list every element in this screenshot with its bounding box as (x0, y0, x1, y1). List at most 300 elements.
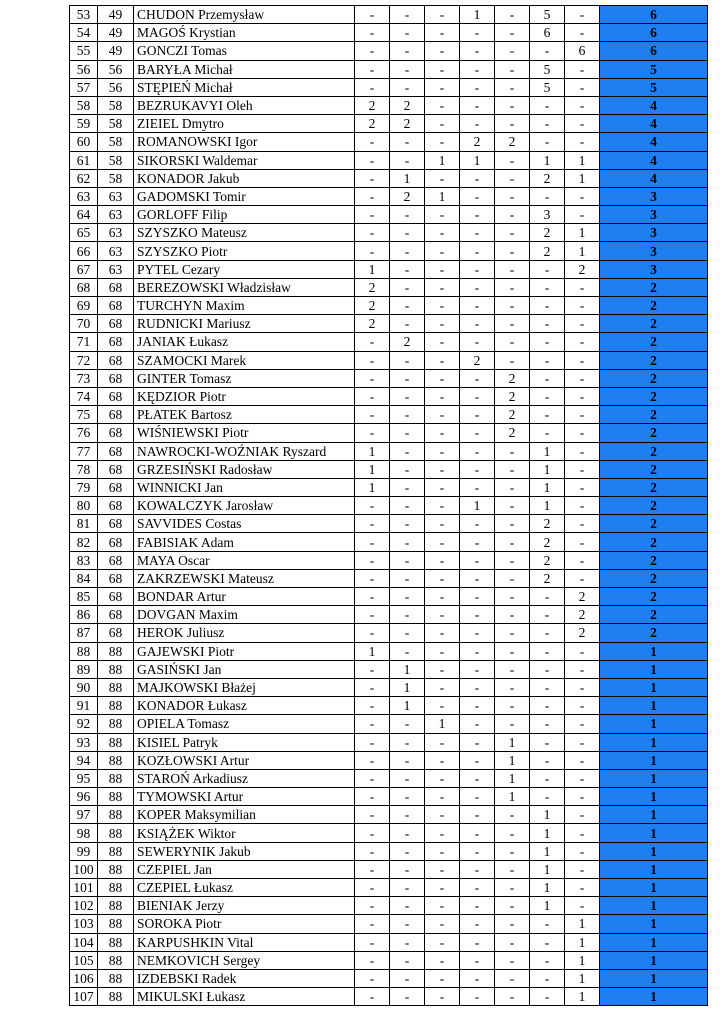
score-cell: - (565, 460, 600, 478)
player-name-cell: MAJKOWSKI Błażej (134, 678, 355, 696)
total-cell: 1 (600, 642, 708, 660)
score-cell: - (495, 606, 530, 624)
table-row (70, 442, 708, 460)
table-row (70, 60, 708, 78)
total-cell: 2 (600, 387, 708, 405)
score-cell: - (495, 897, 530, 915)
score-cell: - (495, 278, 530, 296)
table-row (70, 788, 708, 806)
score-cell: 6 (565, 42, 600, 60)
score-cell: - (425, 224, 460, 242)
score-cell: 1 (495, 751, 530, 769)
score-cell: - (460, 969, 495, 987)
score-cell: - (390, 460, 425, 478)
score-cell: - (565, 533, 600, 551)
score-cell: 1 (565, 224, 600, 242)
place-cell: 88 (98, 915, 134, 933)
score-cell: - (390, 624, 425, 642)
player-name-cell: STĘPIEŃ Michał (134, 78, 355, 96)
total-cell: 3 (600, 260, 708, 278)
score-cell: - (565, 715, 600, 733)
score-cell: 2 (355, 297, 390, 315)
score-cell: - (495, 78, 530, 96)
place-cell: 88 (98, 933, 134, 951)
score-cell: - (425, 915, 460, 933)
score-cell: - (460, 588, 495, 606)
score-cell: 2 (530, 515, 565, 533)
player-name-cell: MAYA Oscar (134, 551, 355, 569)
score-cell: 2 (460, 351, 495, 369)
score-cell: 1 (495, 769, 530, 787)
score-cell: - (565, 187, 600, 205)
score-cell: - (565, 515, 600, 533)
score-cell: - (565, 206, 600, 224)
place-cell: 68 (98, 333, 134, 351)
score-cell: - (425, 351, 460, 369)
score-cell: 1 (530, 478, 565, 496)
score-cell: - (425, 60, 460, 78)
score-cell: - (355, 624, 390, 642)
table-row (70, 933, 708, 951)
score-cell: - (355, 588, 390, 606)
position-cell: 67 (70, 260, 98, 278)
score-cell: - (425, 460, 460, 478)
score-cell: - (425, 733, 460, 751)
score-cell: - (390, 260, 425, 278)
score-cell: - (495, 624, 530, 642)
player-name-cell: GORLOFF Filip (134, 206, 355, 224)
position-cell: 68 (70, 278, 98, 296)
position-cell: 105 (70, 951, 98, 969)
score-cell: - (460, 242, 495, 260)
table-row (70, 860, 708, 878)
score-cell: - (460, 624, 495, 642)
place-cell: 68 (98, 424, 134, 442)
position-cell: 102 (70, 897, 98, 915)
score-cell: - (425, 78, 460, 96)
score-cell: - (355, 897, 390, 915)
position-cell: 100 (70, 860, 98, 878)
total-cell: 2 (600, 588, 708, 606)
player-name-cell: CZEPIEL Jan (134, 860, 355, 878)
position-cell: 91 (70, 697, 98, 715)
score-cell: - (355, 969, 390, 987)
score-cell: 5 (530, 60, 565, 78)
score-cell: - (460, 642, 495, 660)
score-cell: - (495, 988, 530, 1006)
score-cell: - (390, 242, 425, 260)
table-row (70, 879, 708, 897)
score-cell: - (565, 133, 600, 151)
score-cell: 2 (530, 169, 565, 187)
score-cell: - (390, 351, 425, 369)
place-cell: 88 (98, 788, 134, 806)
table-row (70, 242, 708, 260)
player-name-cell: KONADOR Jakub (134, 169, 355, 187)
place-cell: 88 (98, 879, 134, 897)
score-cell: 1 (355, 442, 390, 460)
table-row (70, 733, 708, 751)
total-cell: 3 (600, 187, 708, 205)
score-cell: - (390, 369, 425, 387)
player-name-cell: BONDAR Artur (134, 588, 355, 606)
score-cell: - (495, 697, 530, 715)
score-cell: - (390, 406, 425, 424)
score-cell: - (355, 133, 390, 151)
score-cell: - (495, 660, 530, 678)
score-cell: - (530, 115, 565, 133)
player-name-cell: GADOMSKI Tomir (134, 187, 355, 205)
place-cell: 68 (98, 442, 134, 460)
score-cell: 1 (530, 879, 565, 897)
place-cell: 68 (98, 351, 134, 369)
position-cell: 101 (70, 879, 98, 897)
score-cell: 1 (565, 988, 600, 1006)
score-cell: - (460, 115, 495, 133)
score-cell: - (530, 278, 565, 296)
score-cell: - (460, 751, 495, 769)
place-cell: 63 (98, 260, 134, 278)
score-cell: - (460, 96, 495, 114)
table-row (70, 715, 708, 733)
score-cell: - (530, 42, 565, 60)
score-cell: - (355, 715, 390, 733)
table-row (70, 769, 708, 787)
score-cell: - (495, 588, 530, 606)
player-name-cell: SZAMOCKI Marek (134, 351, 355, 369)
table-row (70, 660, 708, 678)
place-cell: 63 (98, 224, 134, 242)
position-cell: 85 (70, 588, 98, 606)
total-cell: 2 (600, 297, 708, 315)
position-cell: 90 (70, 678, 98, 696)
score-cell: - (390, 24, 425, 42)
score-cell: - (390, 151, 425, 169)
score-cell: - (355, 515, 390, 533)
player-name-cell: BEZRUKAVYI Oleh (134, 96, 355, 114)
score-cell: - (460, 460, 495, 478)
score-cell: - (530, 678, 565, 696)
score-cell: - (390, 642, 425, 660)
total-cell: 2 (600, 460, 708, 478)
score-cell: - (425, 660, 460, 678)
position-cell: 61 (70, 151, 98, 169)
place-cell: 88 (98, 897, 134, 915)
score-cell: - (530, 988, 565, 1006)
total-cell: 2 (600, 497, 708, 515)
player-name-cell: HEROK Juliusz (134, 624, 355, 642)
score-cell: - (355, 660, 390, 678)
score-cell: - (425, 969, 460, 987)
score-cell: - (355, 824, 390, 842)
score-cell: 1 (460, 6, 495, 24)
score-cell: - (530, 715, 565, 733)
position-cell: 95 (70, 769, 98, 787)
total-cell: 1 (600, 697, 708, 715)
score-cell: - (425, 260, 460, 278)
position-cell: 81 (70, 515, 98, 533)
position-cell: 72 (70, 351, 98, 369)
score-cell: - (530, 315, 565, 333)
place-cell: 58 (98, 151, 134, 169)
table-row (70, 824, 708, 842)
score-cell: - (565, 96, 600, 114)
ranking-rows (70, 6, 708, 1006)
table-row (70, 515, 708, 533)
player-name-cell: BARYŁA Michał (134, 60, 355, 78)
score-cell: - (530, 588, 565, 606)
score-cell: - (495, 969, 530, 987)
player-name-cell: KOZŁOWSKI Artur (134, 751, 355, 769)
score-cell: - (460, 660, 495, 678)
place-cell: 68 (98, 369, 134, 387)
position-cell: 60 (70, 133, 98, 151)
score-cell: - (495, 315, 530, 333)
score-cell: - (495, 169, 530, 187)
place-cell: 68 (98, 606, 134, 624)
position-cell: 88 (70, 642, 98, 660)
score-cell: - (460, 187, 495, 205)
place-cell: 88 (98, 988, 134, 1006)
player-name-cell: SIKORSKI Waldemar (134, 151, 355, 169)
score-cell: - (390, 969, 425, 987)
position-cell: 57 (70, 78, 98, 96)
score-cell: - (425, 206, 460, 224)
place-cell: 68 (98, 515, 134, 533)
table-row (70, 588, 708, 606)
score-cell: - (565, 297, 600, 315)
score-cell: - (390, 606, 425, 624)
position-cell: 104 (70, 933, 98, 951)
table-row (70, 187, 708, 205)
score-cell: 1 (530, 824, 565, 842)
score-cell: - (495, 533, 530, 551)
score-cell: - (425, 769, 460, 787)
score-cell: - (390, 424, 425, 442)
place-cell: 88 (98, 733, 134, 751)
place-cell: 68 (98, 478, 134, 496)
player-name-cell: PYTEL Cezary (134, 260, 355, 278)
score-cell: 2 (390, 333, 425, 351)
total-cell: 3 (600, 224, 708, 242)
score-cell: 1 (355, 460, 390, 478)
score-cell: - (495, 96, 530, 114)
score-cell: - (460, 169, 495, 187)
total-cell: 1 (600, 988, 708, 1006)
place-cell: 58 (98, 96, 134, 114)
score-cell: - (565, 788, 600, 806)
player-name-cell: GAJEWSKI Piotr (134, 642, 355, 660)
position-cell: 107 (70, 988, 98, 1006)
score-cell: - (495, 842, 530, 860)
score-cell: - (530, 369, 565, 387)
score-cell: - (565, 842, 600, 860)
total-cell: 2 (600, 515, 708, 533)
total-cell: 1 (600, 660, 708, 678)
score-cell: - (355, 733, 390, 751)
score-cell: 1 (565, 151, 600, 169)
score-cell: - (495, 333, 530, 351)
place-cell: 63 (98, 187, 134, 205)
table-row (70, 351, 708, 369)
score-cell: - (355, 333, 390, 351)
score-cell: - (495, 933, 530, 951)
score-cell: - (460, 951, 495, 969)
score-cell: - (355, 606, 390, 624)
score-cell: 1 (565, 915, 600, 933)
table-row (70, 460, 708, 478)
score-cell: - (565, 806, 600, 824)
place-cell: 56 (98, 78, 134, 96)
table-row (70, 624, 708, 642)
table-row (70, 606, 708, 624)
score-cell: - (460, 224, 495, 242)
score-cell: - (565, 478, 600, 496)
score-cell: - (355, 60, 390, 78)
player-name-cell: MIKULSKI Łukasz (134, 988, 355, 1006)
total-cell: 2 (600, 569, 708, 587)
position-cell: 55 (70, 42, 98, 60)
total-cell: 1 (600, 715, 708, 733)
place-cell: 63 (98, 206, 134, 224)
score-cell: - (390, 788, 425, 806)
table-row (70, 369, 708, 387)
place-cell: 56 (98, 60, 134, 78)
score-cell: - (355, 569, 390, 587)
place-cell: 88 (98, 660, 134, 678)
place-cell: 88 (98, 678, 134, 696)
score-cell: - (355, 387, 390, 405)
place-cell: 68 (98, 278, 134, 296)
score-cell: - (425, 515, 460, 533)
position-cell: 92 (70, 715, 98, 733)
total-cell: 5 (600, 78, 708, 96)
score-cell: 1 (495, 788, 530, 806)
score-cell: 1 (530, 897, 565, 915)
score-cell: - (495, 678, 530, 696)
score-cell: - (425, 951, 460, 969)
score-cell: - (565, 751, 600, 769)
player-name-cell: GRZESIŃSKI Radosław (134, 460, 355, 478)
score-cell: - (425, 606, 460, 624)
score-cell: - (565, 769, 600, 787)
score-cell: - (460, 806, 495, 824)
score-cell: - (495, 115, 530, 133)
score-cell: 1 (530, 497, 565, 515)
score-cell: - (495, 24, 530, 42)
score-cell: - (565, 879, 600, 897)
player-name-cell: ZAKRZEWSKI Mateusz (134, 569, 355, 587)
table-row (70, 278, 708, 296)
score-cell: - (530, 606, 565, 624)
position-cell: 70 (70, 315, 98, 333)
place-cell: 49 (98, 24, 134, 42)
score-cell: - (495, 951, 530, 969)
score-cell: 1 (460, 151, 495, 169)
score-cell: 1 (425, 187, 460, 205)
score-cell: - (425, 6, 460, 24)
score-cell: - (355, 497, 390, 515)
total-cell: 1 (600, 824, 708, 842)
score-cell: - (460, 406, 495, 424)
score-cell: - (355, 151, 390, 169)
score-cell: - (355, 224, 390, 242)
score-cell: - (425, 442, 460, 460)
score-cell: - (495, 60, 530, 78)
position-cell: 63 (70, 187, 98, 205)
score-cell: - (530, 333, 565, 351)
score-cell: - (495, 642, 530, 660)
score-cell: - (390, 569, 425, 587)
score-cell: - (460, 788, 495, 806)
score-cell: - (565, 78, 600, 96)
table-row (70, 551, 708, 569)
total-cell: 3 (600, 242, 708, 260)
score-cell: - (425, 278, 460, 296)
total-cell: 2 (600, 351, 708, 369)
position-cell: 62 (70, 169, 98, 187)
score-cell: - (565, 24, 600, 42)
score-cell: 2 (390, 115, 425, 133)
table-row (70, 642, 708, 660)
score-cell: 1 (565, 933, 600, 951)
score-cell: - (495, 242, 530, 260)
table-row (70, 478, 708, 496)
score-cell: - (425, 497, 460, 515)
position-cell: 78 (70, 460, 98, 478)
score-cell: - (425, 788, 460, 806)
score-cell: - (425, 879, 460, 897)
score-cell: - (425, 115, 460, 133)
score-cell: - (355, 697, 390, 715)
table-row (70, 751, 708, 769)
score-cell: 1 (530, 842, 565, 860)
place-cell: 88 (98, 969, 134, 987)
score-cell: 1 (530, 151, 565, 169)
position-cell: 77 (70, 442, 98, 460)
table-row (70, 96, 708, 114)
place-cell: 68 (98, 569, 134, 587)
player-name-cell: STAROŃ Arkadiusz (134, 769, 355, 787)
score-cell: - (425, 569, 460, 587)
place-cell: 88 (98, 951, 134, 969)
score-cell: - (565, 660, 600, 678)
total-cell: 2 (600, 478, 708, 496)
total-cell: 2 (600, 278, 708, 296)
score-cell: - (460, 824, 495, 842)
position-cell: 83 (70, 551, 98, 569)
score-cell: - (355, 78, 390, 96)
table-row (70, 497, 708, 515)
score-cell: - (565, 369, 600, 387)
score-cell: - (390, 315, 425, 333)
table-row (70, 387, 708, 405)
score-cell: - (355, 860, 390, 878)
score-cell: - (565, 6, 600, 24)
score-cell: - (565, 551, 600, 569)
score-cell: - (425, 297, 460, 315)
score-cell: - (390, 842, 425, 860)
score-cell: - (355, 533, 390, 551)
score-cell: - (390, 588, 425, 606)
score-cell: - (495, 460, 530, 478)
score-cell: - (530, 351, 565, 369)
player-name-cell: GINTER Tomasz (134, 369, 355, 387)
score-cell: - (460, 569, 495, 587)
score-cell: - (565, 569, 600, 587)
score-cell: - (390, 806, 425, 824)
score-cell: - (530, 751, 565, 769)
